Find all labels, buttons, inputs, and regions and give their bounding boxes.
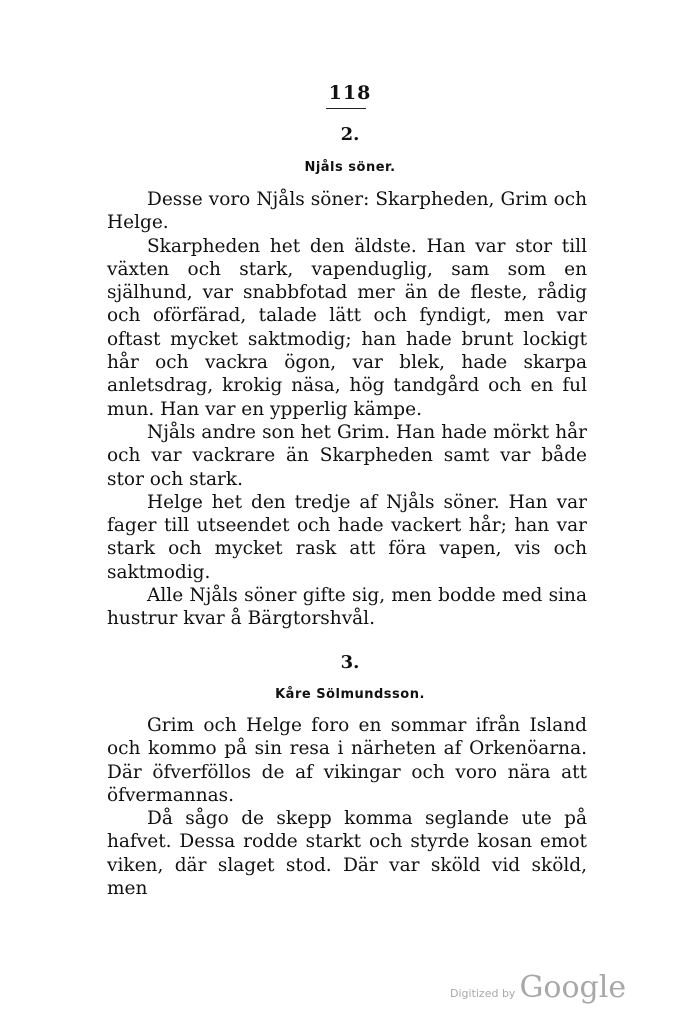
paragraph: Helge het den tredje af Njåls söner. Han var fager till utseendet och hade vackert hår; han var stark och mycket rask att föra vapen, vis och saktmodig. — [107, 491, 587, 583]
paragraph: Grim och Helge foro en sommar ifrån Island och kommo på sin resa i närheten af Orkenöarna. Där öfverföllos de af vikingar och voro nära att öfvermannas. — [107, 715, 587, 806]
section-title: Kåre Sölmundsson. — [275, 687, 425, 702]
paragraph: Alle Njåls söner gifte sig, men bodde med sina hustrur kvar å Bärgtorshvål. — [107, 585, 587, 630]
paragraph: Skarpheden het den äldste. Han var stor till växten och stark, vapenduglig, sam som en själhund, var snabbfotad mer än de fleste, rådig och oförfärad, talade lätt och fyndigt, men var oftast mycket saktmodig; han hade brunt lockigt hår och vackra ögon, var blek, hade skarpa anletsdrag, krokig näsa, hög tandgård och en ful mun. Han var en ypperlig kämpe. — [107, 235, 587, 420]
section-number: 2. — [340, 124, 360, 145]
section-title: Njåls söner. — [304, 160, 396, 175]
watermark-prefix: Digitized by — [450, 987, 516, 1000]
paragraph: Njåls andre son het Grim. Han hade mörkt hår och var vackrare än Skarpheden samt var både stor och stark. — [107, 421, 587, 490]
paragraph: Desse voro Njåls söner: Skarpheden, Grim och Helge. — [107, 189, 587, 234]
digitized-watermark — [450, 970, 626, 1005]
paragraph: Då sågo de skepp komma seglande ute på hafvet. Dessa rodde starkt och styrde kosan emot viken, där slaget stod. Där var sköld vid sköld, men — [107, 808, 587, 900]
section-body — [107, 188, 587, 631]
section-body — [107, 714, 587, 900]
section-number: 3. — [340, 652, 360, 673]
page-number-rule — [326, 108, 366, 109]
page-number: 118 — [328, 82, 372, 104]
google-logo: Google — [519, 970, 627, 1005]
